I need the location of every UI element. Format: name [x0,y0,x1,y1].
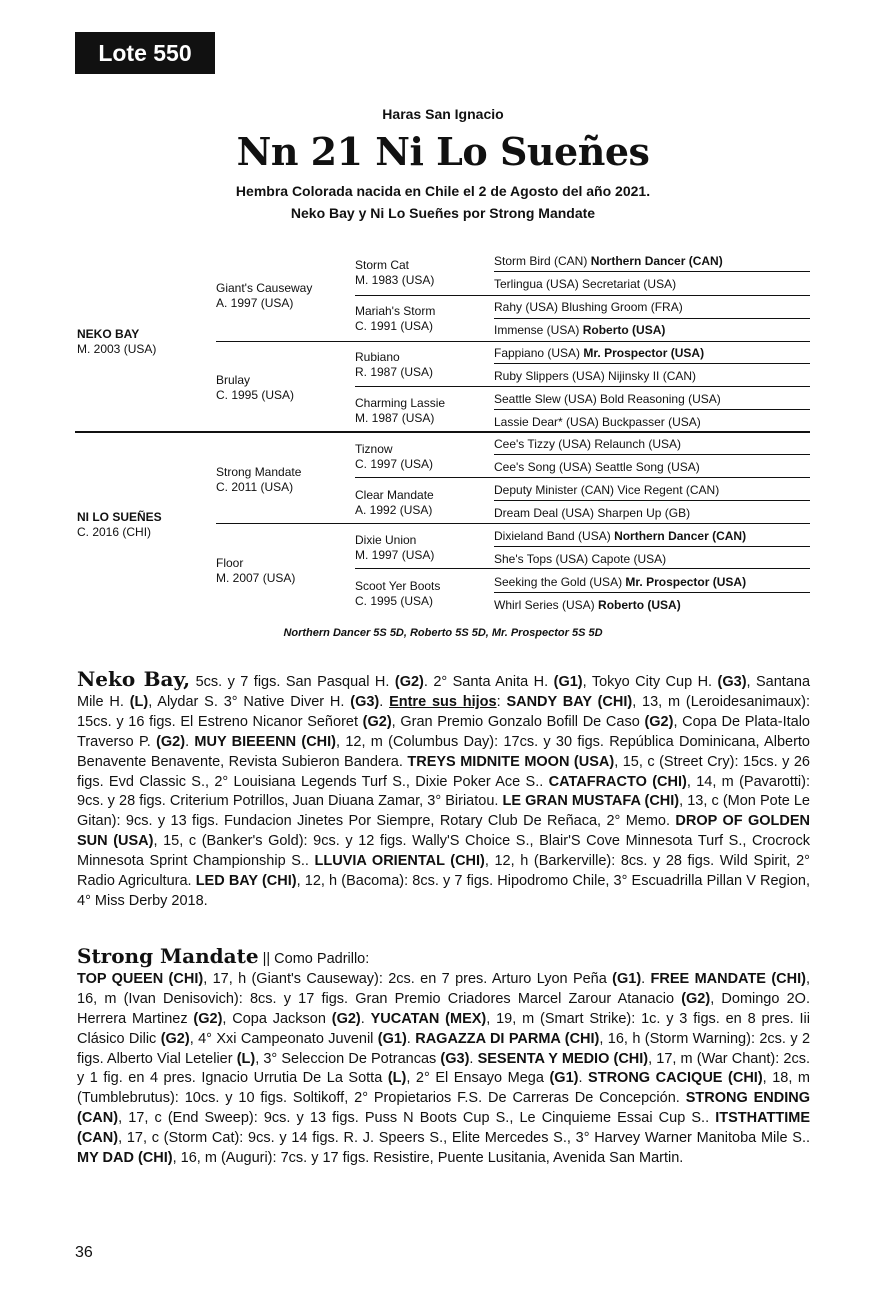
bold-text: (G2) [362,713,392,730]
bold-text: STRONG ENDING (CAN) [77,1090,811,1127]
bold-text: YUCATAN (MEX) [370,1010,487,1027]
text-run: , 12, h (Bacoma): 8cs. y 7 figs. Hipodromo Chile, 3° Escuadrilla Pillan V Region, 4° Miss Derby 2018. [77,873,810,909]
text-run: , Copa Jackson [222,1010,332,1027]
pedigree-g4-13 [494,552,808,567]
pedigree-divider [494,592,810,593]
g4-name: Fappiano (USA) [494,346,581,360]
g3-name: Clear Mandate [355,488,434,502]
g2-name: Giant's Causeway [216,281,313,295]
pedigree-g3-1 [355,304,435,334]
g4-name: Seattle Slew (USA) [494,392,597,406]
g4-name: Storm Bird (CAN) [494,254,588,268]
page-number: 36 [75,1244,93,1261]
bold-text: (L) [236,1050,256,1067]
bold-text: TREYS MIDNITE MOON (USA) [407,753,615,770]
g2-name: Brulay [216,373,251,387]
g4-name: Whirl Series (USA) [494,598,595,612]
text-run: , 17, h (Giant's Causeway): 2cs. en 7 pres. Arturo Lyon Peña [203,970,613,987]
g4-name: She's Tops (USA) [494,552,589,566]
section-body [77,674,810,909]
text-run: : [496,693,507,710]
pedigree-g3-6 [355,533,434,563]
bold-text: (G2) [331,1010,361,1027]
g4-sire: Mr. Prospector (USA) [583,346,705,360]
pedigree-g3-0 [355,258,434,288]
bold-text: LLUVIA ORIENTAL (CHI) [314,853,485,870]
pedigree-g4-5 [494,369,808,384]
text-run: , 13, m (Leroidesanimaux): 15cs. y 16 figs. El Estreno Nicanor Señoret [77,693,811,730]
pedigree-sire [77,327,156,357]
bold-text: (G2) [644,713,674,730]
text-run: , Gran Premio Gonzalo Bofill De Caso [391,713,645,730]
pedigree-divider [494,363,810,364]
bold-text: MY DAD (CHI) [77,1150,173,1167]
g2-name: Strong Mandate [216,465,302,479]
bold-text: (G2) [193,1010,223,1027]
pedigree-divider [494,409,810,410]
text-run: , 16, m (Auguri): 7cs. y 17 figs. Resistire, Puente Lusitania, Avenida San Martin. [172,1150,684,1167]
pedigree-g4-11 [494,506,808,521]
pedigree-g4-15 [494,598,808,613]
lot-number-badge: Lote 550 [75,32,215,74]
text-run: , 14, m (Pavarotti): 9cs. y 28 figs. Criterium Potrillos, Juan Diuana Zamar, 3° Biriatou. [77,773,810,810]
text-run: . [379,693,390,710]
g3-name: Dixie Union [355,533,417,547]
g4-name: Rahy (USA) [494,300,559,314]
g4-sire: Northern Dancer (CAN) [590,254,723,268]
g2-name: Floor [216,556,244,570]
g3-info: C. 1991 (USA) [355,319,434,333]
bold-text: RAGAZZA DI PARMA (CHI) [415,1030,600,1047]
g4-name: Deputy Minister (CAN) [494,483,615,497]
bold-text: DROP OF GOLDEN SUN (USA) [77,813,810,850]
pedigree-divider [494,454,810,455]
g4-sire: Northern Dancer (CAN) [614,529,747,543]
text-run: . [578,1070,589,1087]
pedigree-g2-0 [216,281,312,311]
horse-description: Hembra Colorada nacida en Chile el 2 de Agosto del año 2021. [235,183,651,199]
bold-text: (G1) [612,970,642,987]
bold-text: SESENTA Y MEDIO (CHI) [477,1050,649,1067]
bold-text: (G2) [160,1030,190,1047]
pedigree-g4-8 [494,437,808,452]
pedigree-g4-3 [494,323,808,338]
bold-text: MUY BIEEENN (CHI) [194,733,337,750]
bold-text: (G1) [553,674,583,690]
pedigree-g3-3 [355,396,445,426]
text-run: . [641,970,651,987]
section-body [77,951,810,1166]
pedigree-divider [355,295,810,296]
text-run: , 12, m (Columbus Day): 17cs. y 30 figs. República Dominicana, Alberto Benavente Benavente, Revista Subieron Bandera. [77,733,810,770]
horse-parents: Neko Bay y Ni Lo Sueñes por Strong Mandate [290,205,596,221]
dam-name: NI LO SUEÑES [77,510,162,524]
g2-info: M. 2007 (USA) [216,571,296,585]
text-run: , 13, c (Mon Pote Le Gitan): 9cs. y 13 figs. Fundacion Jinetes Por Siempre, Rotary Club De Reñaca, 2° Memo. [77,793,811,830]
g3-name: Charming Lassie [355,396,446,410]
bold-text: FREE MANDATE (CHI) [650,970,806,987]
pedigree-g4-9 [494,460,808,475]
pedigree-g2-1 [216,373,294,403]
bold-text: LED BAY (CHI) [195,873,297,890]
g2-info: C. 1995 (USA) [216,388,295,402]
g4-sire: Roberto (USA) [598,598,681,612]
g4-sire: Blushing Groom (FRA) [561,300,683,314]
g4-name: Terlingua (USA) [494,277,579,291]
pedigree-g3-7 [355,579,440,609]
pedigree-g2-2 [216,465,301,495]
g3-info: A. 1992 (USA) [355,503,433,517]
pedigree-g2-3 [216,556,295,586]
g4-sire: Relaunch (USA) [594,437,682,451]
g3-name: Rubiano [355,350,400,364]
pedigree-g4-12 [494,529,808,544]
bold-text: TOP QUEEN (CHI) [77,970,204,987]
bold-text: (G2) [681,990,711,1007]
g3-name: Scoot Yer Boots [355,579,441,593]
pedigree-table [75,250,811,620]
g4-name: Ruby Slippers (USA) [494,369,605,383]
g3-name: Storm Cat [355,258,410,272]
g3-info: C. 1997 (USA) [355,457,434,471]
text-run: , 17, m (War Chant): 2cs. y 1 fig. en 4 pres. Ignacio Urrutia De La Sotta [77,1050,811,1087]
text-run: 5cs. y 7 figs. San Pasqual H. [190,674,395,690]
g4-sire: Seattle Song (USA) [595,460,700,474]
pedigree-g4-14 [494,575,808,590]
pedigree-dam [77,510,162,540]
pedigree-divider [216,523,810,524]
bold-text: (L) [129,693,149,710]
pedigree-divider [355,477,810,478]
sire-record-paragraph [77,667,811,912]
text-run: , 15, c (Banker's Gold): 9cs. y 12 figs. Wally'S Choice S., Blair'S Cove Minnesota Turf S., Crocrock Minnesota Sprint Championship S.. [77,833,810,870]
text-run: . [469,1050,478,1067]
g4-name: Dixieland Band (USA) [494,529,611,543]
g3-info: M. 1997 (USA) [355,548,435,562]
g2-info: A. 1997 (USA) [216,296,294,310]
text-run: , Domingo 2O. Herrera Martinez [77,990,810,1027]
text-run: , 16, h (Storm Warning): 2cs. y 2 figs. Alberto Vial Letelier [77,1030,811,1067]
g4-name: Lassie Dear* (USA) [494,415,599,429]
pedigree-divider [494,500,810,501]
pedigree-divider [216,341,810,342]
text-run: , 17, c (End Sweep): 9cs. y 13 figs. Puss N Boots Cup S., Le Cinquieme Essai Cup S.. [118,1110,716,1127]
offspring-label: Entre sus hijos [389,693,497,710]
g4-sire: Buckpasser (USA) [602,415,701,429]
breeder-name: Haras San Ignacio [382,106,504,122]
text-run: , 16, m (Ivan Denisovich): 8cs. y 17 figs. Gran Premio Criadores Marcel Zarour Atanacio [77,970,810,1007]
g4-sire: Secretariat (USA) [582,277,677,291]
g4-name: Cee's Tizzy (USA) [494,437,591,451]
g4-sire: Capote (USA) [591,552,667,566]
bold-text: (G3) [440,1050,470,1067]
pedigree-divider [355,386,810,387]
pedigree-g3-2 [355,350,433,380]
text-run: . [406,1030,416,1047]
text-run: . [360,1010,371,1027]
bold-text: STRONG CACIQUE (CHI) [588,1070,763,1087]
text-run: , Copa De Plata-Italo Traverso P. [77,713,810,750]
text-run: , 4° Xxi Campeonato Juvenil [189,1030,378,1047]
text-run: , 2° El Ensayo Mega [406,1070,550,1087]
bold-text: ITSTHATTIME (CAN) [77,1110,810,1147]
section-horse-name: Strong Mandate [77,944,259,968]
pedigree-g4-7 [494,415,808,430]
g4-name: Seeking the Gold (USA) [494,575,623,589]
bold-text: CATAFRACTO (CHI) [548,773,687,790]
bold-text: (G3) [350,693,380,710]
bold-text: (G2) [156,733,186,750]
g4-sire: Bold Reasoning (USA) [600,392,721,406]
g4-name: Cee's Song (USA) [494,460,592,474]
bold-text: SANDY BAY (CHI) [506,693,633,710]
pedigree-divider-main [75,431,810,433]
text-run: || Como Padrillo: [258,951,370,967]
text-run: , 18, m (Tumblebrutus): 10cs. y 10 figs. Soltikoff, 2° Propietarios F.S. De Carreras De Concepción. [77,1070,811,1107]
text-run: . 2° Santa Anita H. [423,674,554,690]
pedigree-g4-6 [494,392,808,407]
bold-text: (G1) [377,1030,407,1047]
text-run: , 3° Seleccion De Potrancas [255,1050,441,1067]
dam-info: C. 2016 (CHI) [77,525,152,539]
horse-title: Nn 21 Ni Lo Sueñes [236,129,650,174]
text-run: , 15, c (Street Cry): 15cs. y 26 figs. Evd Classic S., 2° Louisiana Legends Turf S., Dixie Poker Ace S.. [77,753,810,790]
text-run: , Santana Mile H. [77,674,811,710]
bold-text: (G2) [394,674,424,690]
inbreeding-note: Northern Dancer 5S 5D, Roberto 5S 5D, Mr. Prospector 5S 5D [283,627,603,639]
pedigree-divider [494,271,810,272]
g4-name: Dream Deal (USA) [494,506,595,520]
bold-text: LE GRAN MUSTAFA (CHI) [502,793,680,810]
pedigree-g4-10 [494,483,808,498]
text-run: , 17, c (Storm Cat): 9cs. y 14 figs. R. J. Speers S., Elite Mercedes S., 3° Harvey Warner Manitoba Mile S.. [118,1130,810,1147]
g3-info: C. 1995 (USA) [355,594,434,608]
pedigree-g3-5 [355,488,434,518]
pedigree-g4-1 [494,277,808,292]
section-horse-name: Neko Bay, [77,667,191,691]
pedigree-g3-4 [355,442,433,472]
g3-info: R. 1987 (USA) [355,365,434,379]
text-run: , Alydar S. 3° Native Diver H. [148,693,351,710]
pedigree-g4-0 [494,254,808,269]
g4-name: Immense (USA) [494,323,580,337]
damsire-record-paragraph [77,944,811,1169]
pedigree-divider [494,318,810,319]
g4-sire: Nijinsky II (CAN) [608,369,697,383]
g4-sire: Roberto (USA) [582,323,666,337]
g3-name: Mariah's Storm [355,304,436,318]
pedigree-g4-4 [494,346,808,361]
sire-info: M. 2003 (USA) [77,342,157,356]
text-run: , 12, h (Barkerville): 8cs. y 28 figs. Wild Spirit, 2° Radio Agricultura. [77,853,810,890]
g3-info: M. 1983 (USA) [355,273,435,287]
pedigree-g4-2 [494,300,808,315]
g4-sire: Vice Regent (CAN) [617,483,720,497]
pedigree-divider [355,568,810,569]
bold-text: (L) [387,1070,407,1087]
g3-name: Tiznow [355,442,393,456]
text-run: . [185,733,195,750]
g4-sire: Sharpen Up (GB) [597,506,691,520]
text-run: , Tokyo City Cup H. [582,674,718,690]
g2-info: C. 2011 (USA) [216,480,294,494]
sire-name: NEKO BAY [77,327,140,341]
bold-text: (G3) [717,674,747,690]
bold-text: (G1) [549,1070,579,1087]
g3-info: M. 1987 (USA) [355,411,435,425]
g4-sire: Mr. Prospector (USA) [625,575,747,589]
pedigree-divider [494,546,810,547]
text-run: , 19, m (Smart Strike): 1c. y 3 figs. en 8 pres. Iii Clásico Dilic [77,1010,810,1047]
